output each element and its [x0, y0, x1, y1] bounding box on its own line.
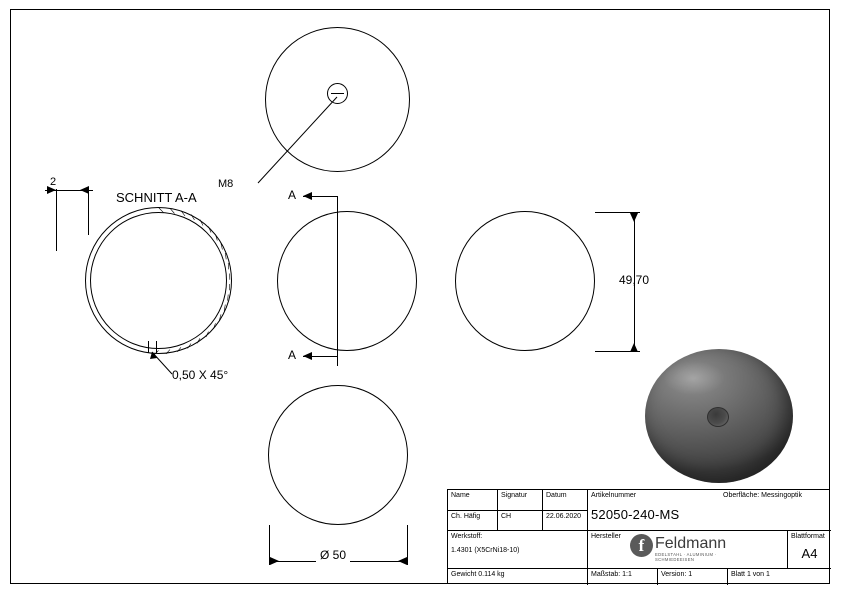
tb-surface-value: Messingoptik [761, 492, 802, 499]
diameter-dim-label: Ø 50 [316, 548, 350, 562]
m8-leader-line [240, 85, 340, 190]
3d-center-hole [707, 407, 729, 427]
tb-header-signature: Signatur [498, 490, 543, 510]
section-hatching [85, 207, 232, 354]
tb-value-sheet: Blatt 1 von 1 [728, 568, 831, 585]
section-arrow-top [303, 192, 312, 200]
section-cut-line [337, 196, 338, 366]
tb-value-signature: CH [498, 510, 543, 530]
tb-value-material: 1.4301 (X5CrNi18-10) [448, 545, 588, 568]
tb-header-date: Datum [543, 490, 588, 510]
tb-article-number-text: 52050-240-MS [591, 507, 680, 522]
tb-header-manufacturer: Hersteller [588, 530, 788, 545]
thickness-ext-line-1 [56, 189, 57, 251]
chamfer-label: 0,50 X 45° [172, 368, 229, 382]
diameter-ext-line-right [407, 525, 408, 565]
feldmann-logo-name: Feldmann [655, 535, 727, 552]
tb-header-sheet-format: Blattformat [788, 530, 831, 545]
feldmann-logo-mark: f [630, 534, 653, 557]
tb-header-name: Name [448, 490, 498, 510]
diameter-arrow-right [398, 557, 407, 565]
thickness-ext-line-2 [88, 189, 89, 235]
tb-value-scale: Maßstab: 1:1 [588, 568, 658, 585]
tb-value-date: 22.06.2020 [543, 510, 588, 530]
tb-value-name: Ch. Häfig [448, 510, 498, 530]
section-label-top: A [288, 188, 297, 202]
section-title: SCHNITT A-A [116, 190, 197, 205]
diameter-arrow-left [270, 557, 279, 565]
bottom-view-outline [268, 385, 408, 525]
thickness-arrow-left [47, 186, 56, 194]
tb-header-article-number: Artikelnummer [591, 492, 637, 499]
front-view-outline [277, 211, 417, 351]
tb-value-article-number [588, 506, 831, 530]
feldmann-logo [630, 533, 727, 562]
3d-highlight [663, 361, 725, 395]
height-arrow-bottom [630, 343, 638, 352]
height-arrow-top [630, 213, 638, 222]
feldmann-logo-subtitle: EDELSTAHL · ALUMINIUM · SCHMIEDEEISEN [655, 552, 717, 562]
tb-header-material: Werkstoff: [448, 530, 588, 545]
tb-value-weight: Gewicht 0.114 kg [448, 568, 588, 585]
section-label-bottom: A [288, 348, 297, 362]
section-arrow-bottom [303, 352, 312, 360]
height-dim-label: 49,70 [619, 273, 650, 287]
tb-value-version: Version: 1 [658, 568, 728, 585]
tb-surface-label: Oberfläche: [723, 492, 760, 499]
3d-render-preview [645, 349, 793, 483]
tb-sheet-format-text: A4 [801, 546, 818, 561]
thickness-arrow-right [80, 186, 89, 194]
m8-label: M8 [218, 178, 234, 190]
tb-value-sheet-format [788, 545, 831, 568]
wall-thickness-label: 2 [50, 176, 57, 188]
side-view-outline [455, 211, 595, 351]
